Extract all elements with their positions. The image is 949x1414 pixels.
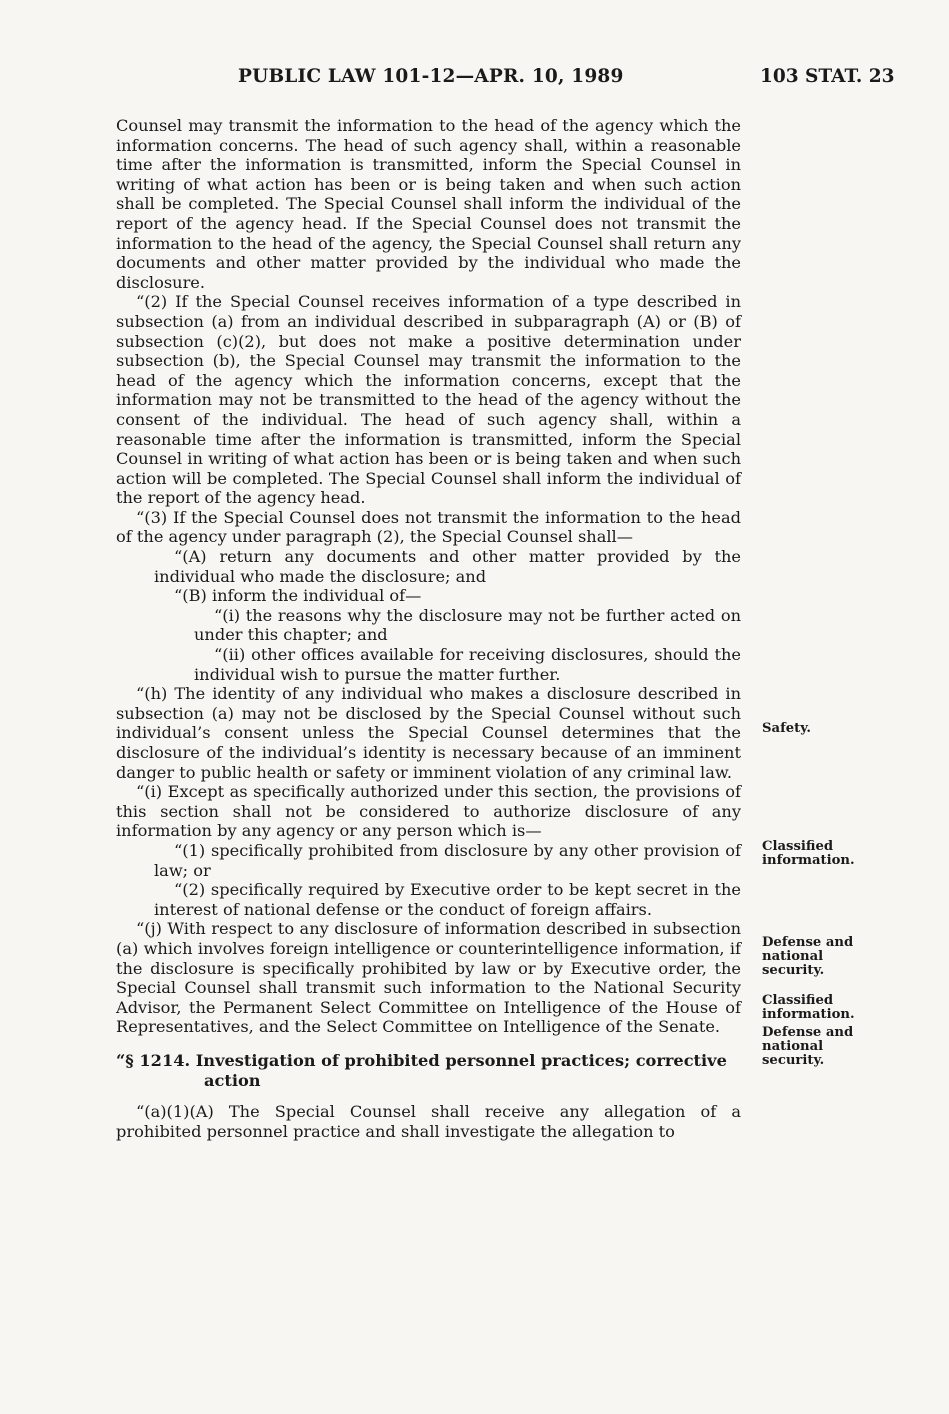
page-reference: 103 STAT. 23	[760, 66, 895, 87]
paragraph-i: “(i) Except as specifically authorized under this section, the provisions of this section shall not be considered to authorize disclosure of any information by any agency or any person which is—	[116, 782, 741, 841]
paragraph-g2: “(2) If the Special Counsel receives information of a type described in subsection (a) from an individual described in subparagraph (A) or (B) of subsection (c)(2), but does not make a positive determination under subsection (b), the Special Counsel may transmit the information to the head of the agency which the information concerns, except that the information may not be transmitted to the head of the agency without the consent of the individual. The head of such agency shall, within a reasonable time after the information is transmitted, inform the Special Counsel in writing of what action has been or is being taken and when such action will be completed. The Special Counsel shall inform the individual of the report of the agency head.	[116, 292, 741, 508]
paragraph-a1A: “(a)(1)(A) The Special Counsel shall receive any allegation of a prohibited personnel practice and shall investigate the allegation to	[116, 1102, 741, 1141]
body-text	[116, 116, 741, 1141]
margin-note-defense-1: Defense and national security.	[762, 935, 854, 978]
paragraph-i1: “(1) specifically prohibited from disclosure by any other provision of law; or	[154, 840, 741, 880]
margin-note-classified-2: Classified information.	[762, 993, 855, 1022]
paragraph-continued: Counsel may transmit the information to the head of the agency which the information concerns. The head of such agency shall, within a reasonable time after the information is transmitted, inform the Special Counsel in writing of what action has been or is being taken and when such action shall be completed. The Special Counsel shall inform the individual of the report of the agency head. If the Special Counsel does not transmit the information to the head of the agency, the Special Counsel shall return any documents and other matter provided by the individual who made the disclosure.	[116, 116, 741, 292]
margin-note-safety: Safety.	[762, 721, 811, 736]
margin-note-classified-1: Classified information.	[762, 839, 855, 868]
paragraph-h: “(h) The identity of any individual who makes a disclosure described in subsection (a) may not be disclosed by the Special Counsel without such individual’s consent unless the Special Counsel determines that the disclosure of the individual’s identity is necessary because of an imminent danger to public health or safety or imminent violation of any criminal law.	[116, 684, 741, 782]
subparagraph-g3B: “(B) inform the individual of—	[174, 586, 422, 606]
paragraph-j: “(j) With respect to any disclosure of information described in subsection (a) which involves foreign intelligence or counterintelligence information, if the disclosure is specifically prohibited by law or by Executive order, the Special Counsel shall transmit such information to the National Security Advisor, the Permanent Select Committee on Intelligence of the House of Representatives, and the Select Committee on Intelligence of the Senate.	[116, 919, 741, 1037]
clause-g3Bi: “(i) the reasons why the disclosure may not be further acted on under this chapter; and	[194, 605, 741, 645]
paragraph-i2: “(2) specifically required by Executive order to be kept secret in the interest of national defense or the conduct of foreign affairs.	[154, 880, 741, 919]
running-head-title: PUBLIC LAW 101-12—APR. 10, 1989	[238, 66, 624, 87]
section-heading-1214: “§ 1214. Investigation of prohibited personnel practices; corrective action	[116, 1050, 727, 1090]
clause-g3Bii: “(ii) other offices available for receiving disclosures, should the individual wish to pursue the matter further.	[194, 645, 741, 684]
paragraph-g3: “(3) If the Special Counsel does not transmit the information to the head of the agency under paragraph (2), the Special Counsel shall—	[116, 507, 741, 547]
margin-note-defense-2: Defense and national security.	[762, 1025, 854, 1068]
subparagraph-g3A: “(A) return any documents and other matter provided by the individual who made the disclosure; and	[154, 547, 741, 586]
